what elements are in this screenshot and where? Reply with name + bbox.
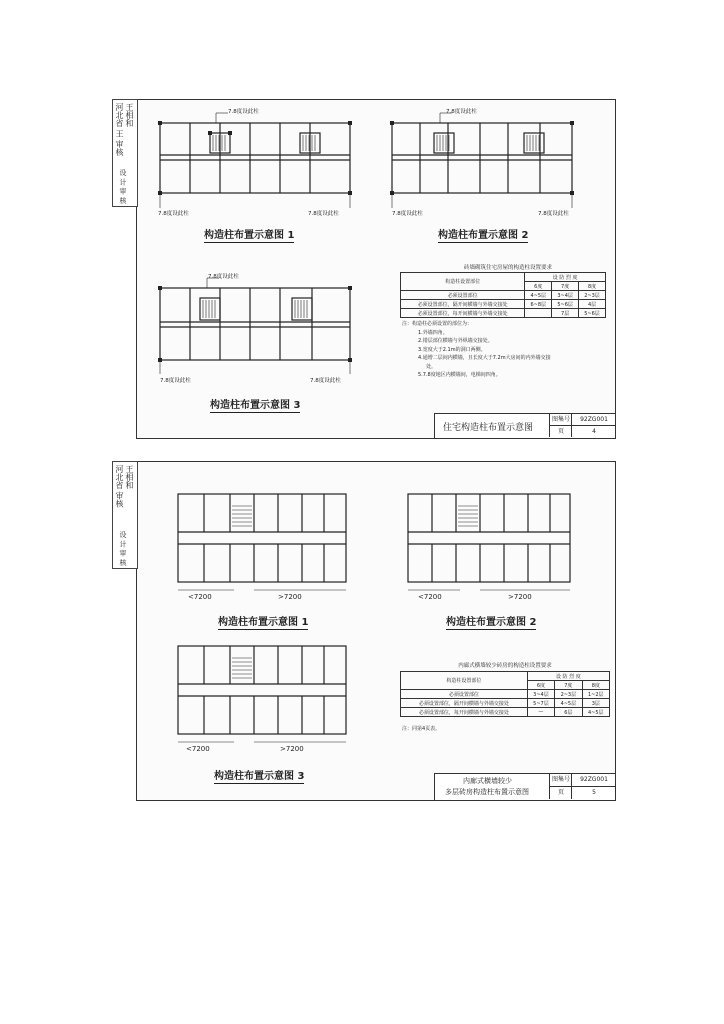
atlas-number: 92ZG001	[571, 774, 616, 787]
table-cell: 2~3层	[579, 291, 606, 300]
column-label-right: 7.8度设此柱	[310, 378, 341, 384]
span-dimension-left: <7200	[188, 593, 212, 601]
table-cell: 4~5层	[555, 699, 582, 708]
requirements-table	[400, 671, 610, 717]
diagram-caption: 构造柱布置示意图 3	[214, 767, 304, 784]
table-header: 构造柱设置部位	[401, 672, 528, 690]
table-cell: 5~6层	[579, 309, 606, 318]
notes	[402, 320, 608, 380]
table-header: 7度	[552, 282, 579, 291]
drawing-title-line2: 多层砖房构造柱布置示意图	[445, 788, 529, 796]
table-cell: —	[527, 708, 554, 717]
table-cell: 必须设置部位	[401, 291, 525, 300]
note-line: 5.7.8度地区内横墙间，电梯间四角。	[418, 372, 501, 378]
span-dimension-left: <7200	[186, 745, 210, 753]
column-label-left: 7.8度设此柱	[160, 378, 191, 384]
table-cell: 5~6层	[552, 300, 579, 309]
span-dimension-right: >7200	[508, 593, 532, 601]
floor-plan-1	[150, 105, 380, 225]
page-label: 页	[549, 426, 572, 437]
diagram-caption: 构造柱布置示意图 2	[438, 226, 528, 243]
signature-strip	[112, 461, 138, 569]
table-row	[401, 690, 610, 699]
signature-strip	[112, 99, 138, 207]
table-cell: 必须设置部位	[401, 690, 528, 699]
column-label-top: 7.8度设此柱	[208, 274, 239, 280]
signature-text: 王相和	[125, 103, 134, 127]
table-cell: 7层	[552, 309, 579, 318]
table-cell: 必须设置部位，每开间横墙与外墙交接处	[401, 708, 528, 717]
requirements-table	[400, 272, 606, 318]
signature-text: 河北省 王 审核	[115, 103, 124, 157]
table-row	[401, 291, 606, 300]
table-cell: 1~2层	[582, 690, 609, 699]
table-header: 8度	[579, 282, 606, 291]
table-cell: 3层	[582, 699, 609, 708]
corridor-plan-3	[174, 642, 354, 757]
column-label-left: 7.8度设此柱	[158, 211, 189, 217]
table-row	[401, 699, 610, 708]
span-dimension-right: >7200	[280, 745, 304, 753]
table-header: 7度	[555, 681, 582, 690]
corridor-plan-1	[174, 490, 354, 605]
title-block	[434, 413, 616, 439]
column-label-top: 7.8度设此柱	[446, 109, 477, 115]
table-cell: 4层	[579, 300, 606, 309]
diagram-caption: 构造柱布置示意图 1	[204, 226, 294, 243]
floor-plan-3	[152, 270, 382, 392]
note-line: 处。	[426, 363, 437, 370]
atlas-label: 图集号	[549, 774, 572, 787]
corridor-plan-2	[404, 490, 574, 605]
atlas-number: 92ZG001	[571, 414, 616, 426]
table-cell: 4~5层	[582, 708, 609, 717]
page-number: 5	[571, 787, 616, 799]
table-header: 构造柱设置部位	[401, 273, 525, 291]
table-cell: 必须设置部位，隔开间横墙与外墙交接处	[401, 300, 525, 309]
diagram-caption: 构造柱布置示意图 1	[218, 613, 308, 630]
table-header: 6度	[527, 681, 554, 690]
column-label-left: 7.8度设此柱	[392, 211, 423, 217]
table-cell: 4~5层	[525, 291, 552, 300]
note-line: 3.宽度大于2.1m的洞口两侧。	[418, 346, 486, 353]
column-label-right: 7.8度设此柱	[538, 211, 569, 217]
table-cell: 必须设置部位，每开间横墙与外墙交接处	[401, 309, 525, 318]
note-line: 注：同第4页表。	[402, 726, 441, 732]
table-cell: 必须设置部位，隔开间横墙与外墙交接处	[401, 699, 528, 708]
diagram-caption: 构造柱布置示意图 3	[210, 396, 300, 413]
note-line: 1.外墙四角。	[418, 329, 448, 336]
title-block	[434, 773, 616, 801]
table-row	[401, 708, 610, 717]
note-line: 注：构造柱必须设置的部位为：	[402, 321, 473, 327]
table-title: 砖墙砌筑住宅房屋的构造柱设置要求	[463, 265, 552, 271]
page-number: 4	[571, 426, 616, 437]
table-cell	[525, 309, 552, 318]
signature-text: 王相和	[125, 465, 134, 489]
drawing-title-line1: 内廊式横墙较少	[463, 777, 512, 785]
notes	[402, 725, 440, 734]
note-line: 2.错层部位横墙与外纵墙交接处。	[418, 338, 493, 344]
table-cell: 6~8层	[525, 300, 552, 309]
signature-role-text: 设 计 审 核	[119, 531, 127, 566]
table-header: 设 防 烈 度	[527, 672, 609, 681]
column-label-right: 7.8度设此柱	[308, 211, 339, 217]
signature-text: 河北省 审核	[115, 465, 124, 508]
floor-plan-2	[384, 105, 594, 225]
table-cell: 2~3层	[555, 690, 582, 699]
table-header: 设 防 烈 度	[525, 273, 606, 282]
signature-role-text: 设 计 审 核	[119, 169, 127, 204]
drawing-title: 住宅构造柱布置示意图	[443, 423, 534, 433]
table-cell: 3~4层	[552, 291, 579, 300]
table-row	[401, 300, 606, 309]
span-dimension-left: <7200	[418, 593, 442, 601]
column-label-top: 7.8度设此柱	[228, 109, 259, 115]
atlas-label: 图集号	[549, 414, 572, 426]
table-header: 8度	[582, 681, 609, 690]
table-cell: 3~4层	[527, 690, 554, 699]
note-line: 4.通增二层间内横墙，且长度大于7.2m大房间的内外墙交接	[418, 355, 551, 361]
span-dimension-right: >7200	[278, 593, 302, 601]
table-row	[401, 309, 606, 318]
page-label: 页	[549, 787, 572, 799]
diagram-caption: 构造柱布置示意图 2	[446, 613, 536, 630]
table-header: 6度	[525, 282, 552, 291]
table-cell: 5~7层	[527, 699, 554, 708]
table-title: 内廊式横墙较少砖房的构造柱设置要求	[458, 663, 552, 669]
table-cell: 6层	[555, 708, 582, 717]
